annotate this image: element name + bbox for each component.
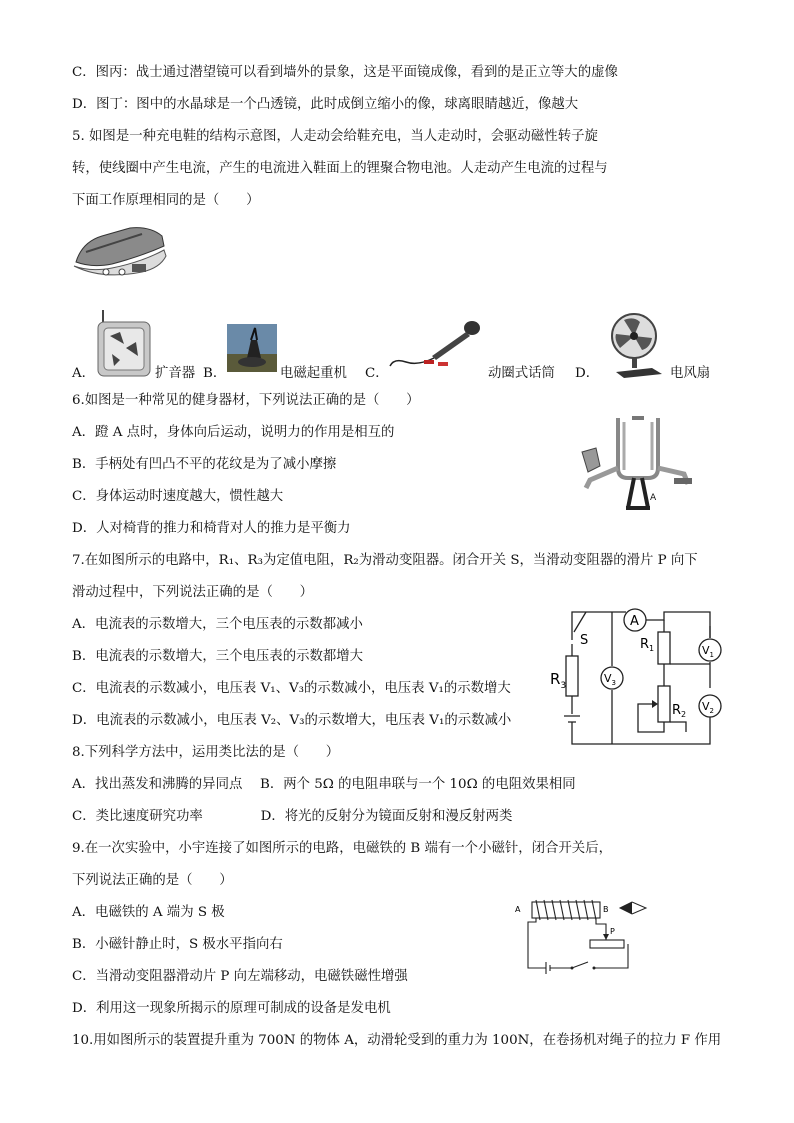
electromagnetic-crane-icon bbox=[227, 324, 277, 372]
charging-shoe-figure bbox=[72, 222, 168, 284]
electric-fan-icon bbox=[602, 312, 666, 378]
q7-stem-line2: 滑动过程中，下列说法正确的是（ ） bbox=[72, 585, 314, 600]
q5-option-b-label: 电磁起重机 bbox=[280, 366, 347, 381]
q7-v2-label: $V_2$ bbox=[702, 700, 714, 715]
q9-end-b-label: B bbox=[603, 905, 609, 914]
q6-option-d: D．人对椅背的推力和椅背对人的推力是平衡力 bbox=[72, 521, 351, 536]
q7-switch-s-label: S bbox=[580, 633, 589, 648]
fitness-equipment-figure bbox=[578, 408, 696, 516]
q7-r2-label: $R_2$ bbox=[672, 703, 687, 719]
q8-stem: 8.下列科学方法中，运用类比法的是（ ） bbox=[72, 745, 340, 760]
q9-option-c: C．当滑动变阻器滑动片 P 向左端移动，电磁铁磁性增强 bbox=[72, 969, 408, 984]
q4-option-c: C．图丙：战士通过潜望镜可以看到墙外的景象，这是平面镜成像，看到的是正立等大的虚像 bbox=[72, 65, 618, 80]
q9-stem-line1: 9.在一次实验中，小宇连接了如图所示的电路，电磁铁的 B 端有一个小磁针，闭合开关后， bbox=[72, 841, 612, 856]
q7-option-c: C．电流表的示数减小，电压表 V₁、V₃的示数减小，电压表 V₁的示数增大 bbox=[72, 681, 511, 696]
loudspeaker-icon bbox=[96, 308, 152, 378]
q5-option-b-letter: B． bbox=[203, 366, 227, 381]
q5-stem-line2: 转，使线圈中产生电流，产生的电流进入鞋面上的锂聚合物电池。人走动产生电流的过程与 bbox=[72, 161, 608, 176]
q8-options-cd: C．类比速度研究功率 D．将光的反射分为镜面反射和漫反射两类 bbox=[72, 809, 513, 824]
q6-stem: 6.如图是一种常见的健身器材，下列说法正确的是（ ） bbox=[72, 393, 420, 408]
q5-stem-line3: 下面工作原理相同的是（ ） bbox=[72, 193, 260, 208]
q7-r1-label: $R_1$ bbox=[640, 637, 655, 653]
q6-option-a: A．蹬 A 点时，身体向后运动，说明力的作用是相互的 bbox=[72, 425, 395, 440]
q10-stem: 10.用如图所示的装置提升重为 700N 的物体 A，动滑轮受到的重力为 100N，在卷扬机对绳子的拉力 F 作用 bbox=[72, 1033, 722, 1048]
q5-option-d-letter: D． bbox=[575, 366, 600, 381]
q4-option-d: D．图丁：图中的水晶球是一个凸透镜，此时成倒立缩小的像，球离眼睛越近，像越大 bbox=[72, 97, 579, 112]
q5-option-c-letter: C． bbox=[365, 366, 389, 381]
q5-option-d-label: 电风扇 bbox=[670, 366, 711, 381]
q5-stem-line1: 5. 如图是一种充电鞋的结构示意图，人走动会给鞋充电，当人走动时，会驱动磁性转子旋 bbox=[72, 129, 598, 144]
q7-r3-label: $R_3$ bbox=[550, 670, 567, 691]
q9-stem-line2: 下列说法正确的是（ ） bbox=[72, 873, 233, 888]
q9-option-b: B．小磁针静止时，S 极水平指向右 bbox=[72, 937, 283, 952]
q5-option-a-letter: A． bbox=[72, 366, 96, 381]
q6-option-c: C．身体运动时速度越大，惯性越大 bbox=[72, 489, 284, 504]
q9-end-a-label: A bbox=[515, 905, 521, 914]
q8-options-ab: A．找出蒸发和沸腾的异同点 B．两个 5Ω 的电阻串联与一个 10Ω 的电阻效果相同 bbox=[72, 777, 576, 792]
q9-option-d: D．利用这一现象所揭示的原理可制成的设备是发电机 bbox=[72, 1001, 391, 1016]
q7-v1-label: $V_1$ bbox=[702, 644, 714, 659]
q5-option-a-label: 扩音器 bbox=[155, 366, 196, 381]
q5-option-c-label: 动圈式话筒 bbox=[488, 366, 555, 381]
q6-option-b: B．手柄处有凹凸不平的花纹是为了减小摩擦 bbox=[72, 457, 337, 472]
q7-stem-line1: 7.在如图所示的电路中，R₁、R₃为定值电阻，R₂为滑动变阻器。闭合开关 S，当滑动变阻器的滑片 P 向下 bbox=[72, 553, 698, 568]
q7-option-a: A．电流表的示数增大，三个电压表的示数都减小 bbox=[72, 617, 363, 632]
electromagnet-circuit-q9 bbox=[512, 894, 652, 976]
dynamic-microphone-icon bbox=[388, 318, 486, 376]
q7-ammeter-label: A bbox=[630, 614, 639, 629]
q7-v3-label: $V_3$ bbox=[604, 672, 616, 687]
q7-option-d: D．电流表的示数减小，电压表 V₂、V₃的示数增大，电压表 V₁的示数减小 bbox=[72, 713, 512, 728]
q9-slider-p-label: P bbox=[610, 927, 615, 936]
q7-option-b: B．电流表的示数增大，三个电压表的示数都增大 bbox=[72, 649, 364, 664]
q9-option-a: A．电磁铁的 A 端为 S 极 bbox=[72, 905, 225, 920]
circuit-diagram-q7 bbox=[546, 604, 730, 750]
fitness-point-a-label: A bbox=[650, 493, 657, 503]
